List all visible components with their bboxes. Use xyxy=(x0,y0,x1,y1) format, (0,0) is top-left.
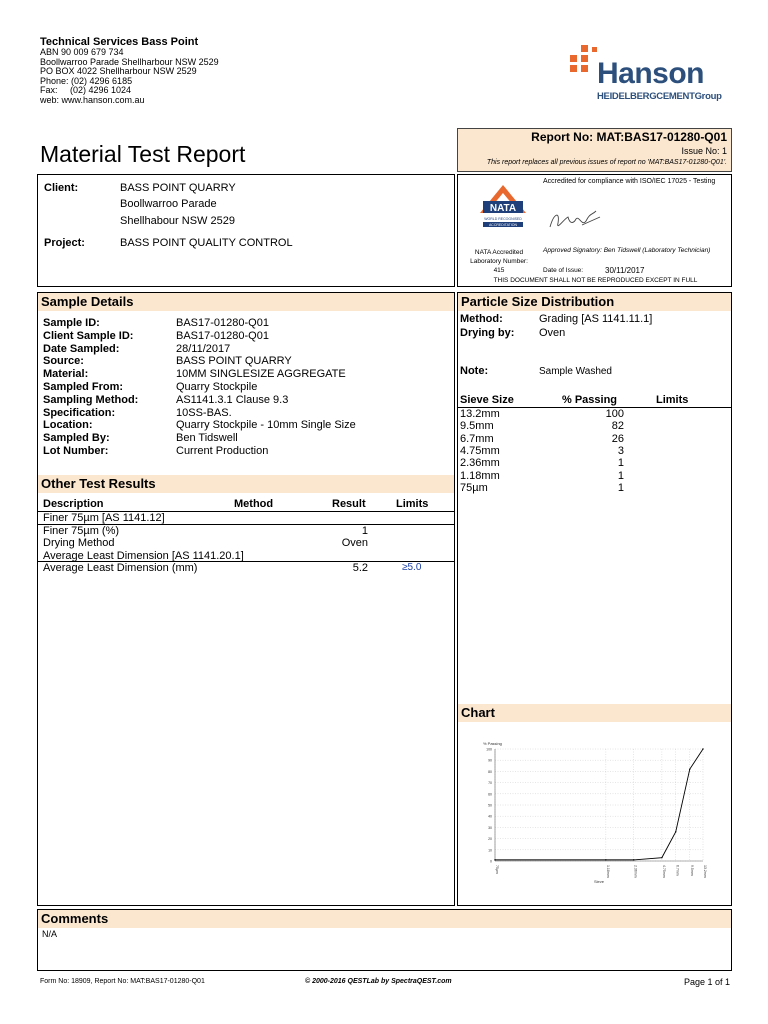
sample-detail-value: Quarry Stockpile xyxy=(176,381,258,393)
company-address-1: Boollwarroo Parade Shellharbour NSW 2529 xyxy=(40,56,219,67)
test-group-row xyxy=(38,550,454,563)
test-result: Oven xyxy=(341,537,368,549)
sample-detail-value: 10SS-BAS. xyxy=(176,406,232,419)
sample-detail-key: Source: xyxy=(43,355,84,368)
sample-detail-row xyxy=(43,445,268,458)
client-line-3: Shellhabour NSW 2529 xyxy=(120,215,235,227)
sample-detail-key: Sampled By: xyxy=(43,432,110,445)
client-line-1: BASS POINT QUARRY xyxy=(120,182,236,194)
psd-method-label: Method: xyxy=(460,313,503,325)
sample-detail-value: BASS POINT QUARRY xyxy=(176,355,292,368)
footer-form: Form No: 18909, Report No: MAT:BAS17-01280-Q01 xyxy=(40,978,205,985)
logo-brand: Hanson xyxy=(597,57,705,90)
percent-passing: 1 xyxy=(617,469,624,482)
sample-detail-key: Material: xyxy=(43,368,89,381)
percent-passing: 82 xyxy=(611,420,624,433)
psd-drying: Oven xyxy=(539,327,566,339)
psd-note-label: Note: xyxy=(460,365,489,377)
psd-heading: Particle Size Distribution xyxy=(458,293,731,311)
sieve-size: 2.36mm xyxy=(460,457,500,470)
company-fax: Fax: (02) 4296 1024 xyxy=(40,85,132,96)
lab-number-label: NATA Accredited Laboratory Number: xyxy=(470,249,528,265)
sample-detail-key: Lot Number: xyxy=(43,445,109,457)
report-replaces-note: This report replaces all previous issues of report no 'MAT:BAS17-01280-Q01'. xyxy=(486,159,727,166)
sample-detail-value: AS1141.3.1 Clause 9.3 xyxy=(176,393,289,406)
nata-box xyxy=(457,174,732,287)
sample-detail-key: Sampled From: xyxy=(43,381,124,393)
sample-detail-value: 28/11/2017 xyxy=(176,342,231,355)
percent-passing: 1 xyxy=(617,481,624,494)
x-axis-label: Sieve xyxy=(593,879,605,884)
sample-detail-value: 10MM SINGLESIZE AGGREGATE xyxy=(176,368,346,381)
x-tick-label: 4.75mm xyxy=(661,865,666,878)
test-result-row xyxy=(38,562,454,575)
company-name: Technical Services Bass Point xyxy=(40,36,199,48)
test-description: Finer 75µm [AS 1141.12] xyxy=(43,512,165,524)
sample-detail-row xyxy=(43,394,288,407)
test-result: 1 xyxy=(361,524,368,537)
chart-heading: Chart xyxy=(458,704,731,722)
psd-chart xyxy=(475,735,715,885)
company-phone: Phone: (02) 4296 6185 xyxy=(40,75,133,86)
x-tick-label: 2.36mm xyxy=(633,865,638,878)
psd-note: Sample Washed xyxy=(539,366,612,377)
y-tick-label: 50 xyxy=(488,803,492,808)
sieve-size: 4.75mm xyxy=(460,444,500,457)
test-description: Average Least Dimension [AS 1141.20.1] xyxy=(43,549,244,562)
data-point xyxy=(633,859,634,860)
y-tick-label: 70 xyxy=(488,781,492,786)
psd-method: Grading [AS 1141.11.1] xyxy=(539,313,653,325)
test-result-row xyxy=(38,537,454,550)
sample-detail-value: Current Production xyxy=(176,445,269,457)
report-number: Report No: MAT:BAS17-01280-Q01 xyxy=(531,130,727,144)
project-value: BASS POINT QUALITY CONTROL xyxy=(120,237,293,249)
approved-signatory: Approved Signatory: Ben Tidswell (Laboratory Technician) xyxy=(543,247,711,254)
sample-detail-value: BAS17-01280-Q01 xyxy=(176,329,269,342)
y-tick-label: 20 xyxy=(488,837,492,842)
accreditation-text: Accredited for compliance with ISO/IEC 17025 - Testing xyxy=(543,178,716,185)
sample-detail-value: Quarry Stockpile - 10mm Single Size xyxy=(176,419,356,432)
sample-details-heading: Sample Details xyxy=(38,293,454,311)
logo-squares-icon xyxy=(570,45,600,75)
sieve-size: 1.18mm xyxy=(460,469,500,482)
percent-passing: 26 xyxy=(611,432,624,445)
y-tick-label: 90 xyxy=(488,758,492,763)
col-limits: Limits xyxy=(396,498,429,510)
x-tick-label: 6.7mm xyxy=(675,865,680,876)
company-address-2: PO BOX 4022 Shellharbour NSW 2529 xyxy=(40,66,197,77)
test-result-row xyxy=(38,525,454,538)
sieve-size: 75µm xyxy=(460,481,488,494)
sample-detail-row xyxy=(43,317,269,330)
no-reproduce-notice: THIS DOCUMENT SHALL NOT BE REPRODUCED EXCEPT IN FULL xyxy=(493,277,698,284)
data-point xyxy=(661,857,662,858)
data-point xyxy=(605,859,606,860)
sample-detail-row xyxy=(43,355,292,368)
sample-detail-row xyxy=(43,407,232,420)
other-tests-heading: Other Test Results xyxy=(38,475,454,493)
client-box xyxy=(37,174,455,287)
sample-detail-key: Location: xyxy=(43,419,93,432)
x-tick-label: 13.2mm xyxy=(703,865,707,878)
footer-page: Page 1 of 1 xyxy=(683,977,730,987)
comments-heading: Comments xyxy=(38,910,731,928)
y-tick-label: 60 xyxy=(488,792,492,797)
percent-passing: 100 xyxy=(605,408,624,420)
series-line xyxy=(495,749,703,860)
sample-detail-key: Client Sample ID: xyxy=(43,329,134,342)
date-of-issue-label: Date of Issue: xyxy=(543,267,584,274)
page-title: Material Test Report xyxy=(40,141,246,167)
col-result: Result xyxy=(332,498,366,510)
sample-detail-value: BAS17-01280-Q01 xyxy=(176,317,269,329)
test-description: Average Least Dimension (mm) xyxy=(43,562,198,574)
data-point xyxy=(689,768,690,769)
lab-number-block xyxy=(463,248,535,275)
y-tick-label: 10 xyxy=(488,848,492,853)
y-tick-label: 80 xyxy=(488,769,492,774)
test-group-row xyxy=(38,512,454,525)
test-result: 5.2 xyxy=(352,562,368,574)
sieve-size: 6.7mm xyxy=(460,432,494,445)
company-abn: ABN 90 009 679 734 xyxy=(40,47,124,57)
client-line-2: Boollwarroo Parade xyxy=(120,198,217,210)
sample-detail-row xyxy=(43,432,238,445)
test-description: Drying Method xyxy=(43,537,115,549)
date-of-issue: 30/11/2017 xyxy=(605,266,645,275)
test-limits: ≥5.0 xyxy=(402,562,422,573)
sieve-size: 13.2mm xyxy=(460,408,500,420)
sample-detail-row xyxy=(43,368,346,381)
report-number-box xyxy=(457,128,732,172)
y-tick-label: 40 xyxy=(488,814,492,819)
sample-detail-row xyxy=(43,419,356,432)
x-tick-label: 75µm xyxy=(495,865,499,874)
sample-detail-key: Date Sampled: xyxy=(43,342,120,355)
issue-number: Issue No: 1 xyxy=(681,146,727,156)
test-description: Finer 75µm (%) xyxy=(43,524,120,537)
company-info xyxy=(40,36,219,106)
left-panel xyxy=(37,292,455,906)
comments-box xyxy=(37,909,732,971)
logo-sub: HEIDELBERGCEMENTGroup xyxy=(597,91,722,102)
sample-detail-key: Specification: xyxy=(43,406,116,419)
psd-col-limits: Limits xyxy=(656,394,689,406)
data-point xyxy=(702,748,703,749)
x-tick-label: 9.5mm xyxy=(689,865,694,876)
company-web: web: www.hanson.com.au xyxy=(40,94,145,105)
sample-detail-row xyxy=(43,381,257,394)
y-tick-label: 30 xyxy=(488,825,492,830)
hanson-logo xyxy=(570,45,730,100)
signature-icon xyxy=(546,205,606,235)
project-label: Project: xyxy=(44,237,85,249)
psd-drying-label: Drying by: xyxy=(460,327,515,339)
lab-number: 415 xyxy=(493,267,505,274)
psd-col-passing: % Passing xyxy=(562,394,618,406)
y-tick-label: 0 xyxy=(490,859,492,864)
percent-passing: 3 xyxy=(617,444,624,457)
client-label: Client: xyxy=(44,182,79,194)
psd-col-sieve: Sieve Size xyxy=(460,394,514,406)
data-point xyxy=(494,859,495,860)
nata-logo-text: NATA xyxy=(489,203,517,214)
data-point xyxy=(675,831,676,832)
comments-text: N/A xyxy=(42,929,58,939)
sample-detail-value: Ben Tidswell xyxy=(176,432,238,445)
y-tick-label: 100 xyxy=(486,747,492,752)
sample-detail-row xyxy=(43,343,230,356)
x-tick-label: 1.18mm xyxy=(605,865,610,878)
nata-logo-icon xyxy=(478,183,528,233)
footer-copyright: © 2000-2016 QESTLab by SpectraQEST.com xyxy=(305,978,452,985)
sample-detail-key: Sampling Method: xyxy=(43,393,139,406)
col-description: Description xyxy=(43,498,104,510)
percent-passing: 1 xyxy=(617,457,624,470)
y-axis-label: % Passing xyxy=(483,741,502,746)
nata-logo-sub1: WORLD RECOGNISED xyxy=(484,217,522,221)
nata-logo-sub2: ACCREDITATION xyxy=(488,223,518,227)
col-method: Method xyxy=(234,498,274,510)
sample-detail-row xyxy=(43,330,269,343)
sample-detail-key: Sample ID: xyxy=(43,317,100,329)
sieve-size: 9.5mm xyxy=(460,420,494,433)
